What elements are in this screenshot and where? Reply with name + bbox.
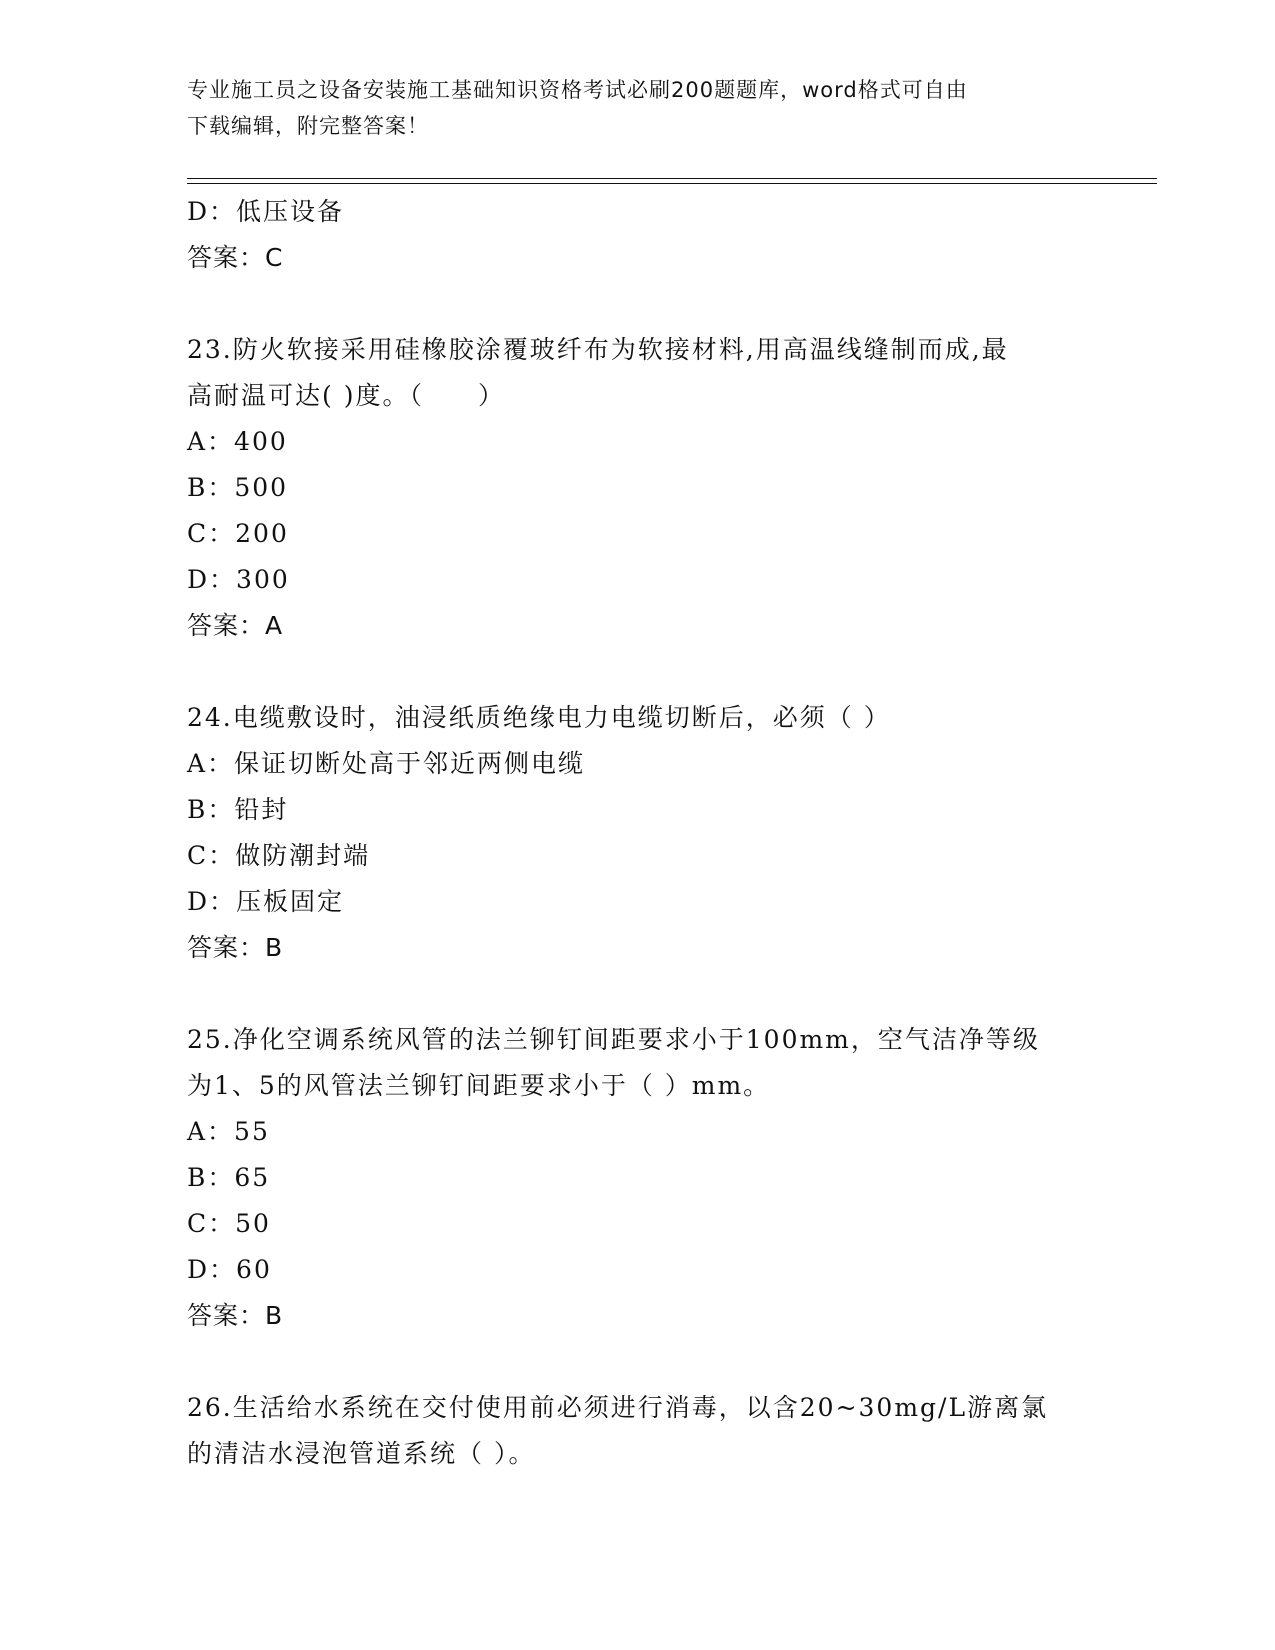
answer-line: 答案：C [187, 243, 284, 272]
header-divider-top [187, 178, 1157, 179]
header-title-line-2: 下载编辑，附完整答案！ [187, 114, 429, 138]
option-a: A：保证切断处高于邻近两侧电缆 [187, 749, 586, 778]
option-d: D：低压设备 [187, 197, 345, 226]
question-spacer [187, 1339, 1087, 1385]
question-text-line: 23.防火软接采用硅橡胶涂覆玻纤布为软接材料,用高温线缝制而成,最 [187, 335, 1009, 364]
question-text-line: 的清洁水浸泡管道系统（ ）。 [187, 1439, 536, 1468]
answer-line: 答案：B [187, 933, 284, 962]
question-spacer [187, 281, 1087, 327]
question-text-line: 高耐温可达( )度。（ ） [187, 381, 505, 410]
question-text-line: 为1、5的风管法兰铆钉间距要求小于（ ）mm。 [187, 1071, 771, 1100]
question-spacer [187, 971, 1087, 1017]
question-text-line: 25.净化空调系统风管的法兰铆钉间距要求小于100mm，空气洁净等级 [187, 1025, 1040, 1054]
answer-line: 答案：A [187, 611, 284, 640]
option-b: B：铅封 [187, 795, 289, 824]
option-c: C：200 [187, 519, 289, 548]
question-text-line: 26.生活给水系统在交付使用前必须进行消毒，以含20~30mg/L游离氯 [187, 1393, 1049, 1422]
option-c: C：做防潮封端 [187, 841, 371, 870]
document-header [187, 72, 1067, 144]
question-spacer [187, 649, 1087, 695]
question-text-line: 24.电缆敷设时，油浸纸质绝缘电力电缆切断后，必须（ ） [187, 703, 891, 732]
option-d: D：300 [187, 565, 290, 594]
option-b: B：65 [187, 1163, 271, 1192]
answer-line: 答案：B [187, 1301, 284, 1330]
option-b: B：500 [187, 473, 289, 502]
header-title-line-1: 专业施工员之设备安装施工基础知识资格考试必刷200题题库，word格式可自由 [187, 78, 968, 102]
option-a: A：400 [187, 427, 288, 456]
option-d: D：压板固定 [187, 887, 345, 916]
option-c: C：50 [187, 1209, 271, 1238]
question-list [187, 189, 1087, 1477]
option-d: D：60 [187, 1255, 272, 1284]
option-a: A：55 [187, 1117, 270, 1146]
header-divider-bottom [187, 183, 1157, 184]
